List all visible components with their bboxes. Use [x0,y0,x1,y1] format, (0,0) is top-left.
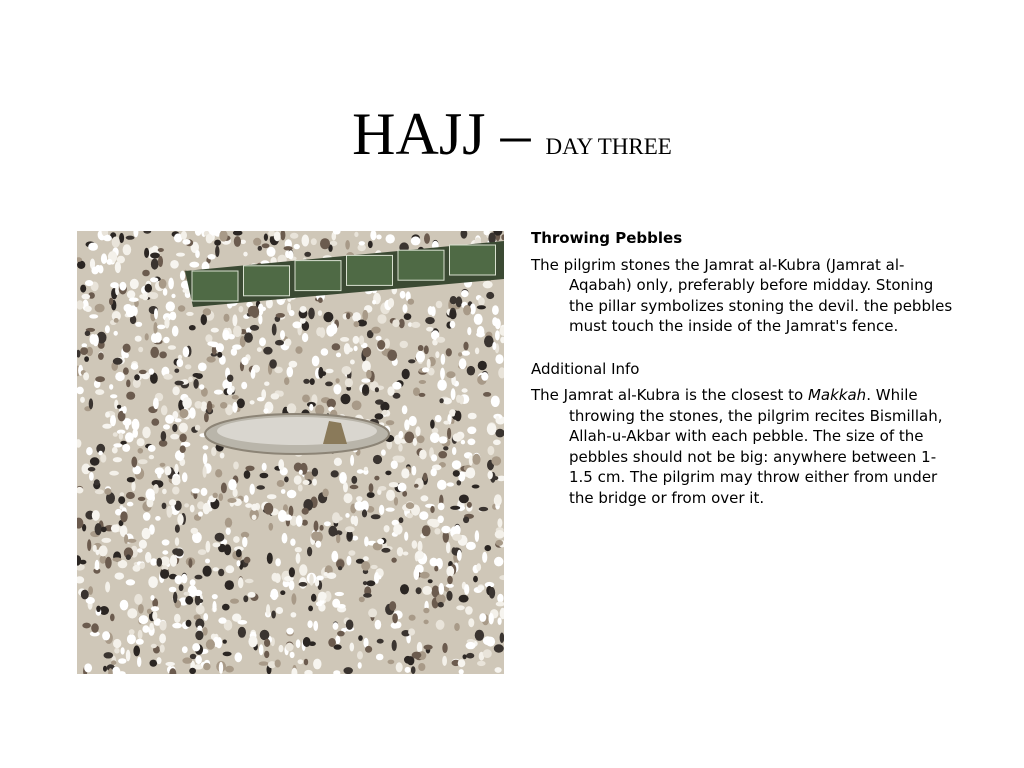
banner-sign [295,261,341,291]
makkah-emphasis: Makkah [807,386,867,404]
banner-sign [192,271,238,301]
banner-sign [398,250,444,280]
banner-sign [450,245,496,275]
paragraph-throwing-pebbles: The pilgrim stones the Jamrat al-Kubra (Jamrat al-Aqabah) only, preferably before midday. Stoning the pillar symbolizes stoning the devil. the pebbles must touch the inside of the Jamrat's fence. [531,255,953,335]
section-heading-additional-info: Additional Info [531,359,640,378]
section-heading-throwing-pebbles: Throwing Pebbles [531,229,683,247]
crowd-photo [77,231,504,674]
paragraph-additional-info-before: The Jamrat al-Kubra is the closest to [531,386,808,404]
paragraph-additional-info [531,385,956,508]
slide-title [0,98,1024,170]
banner-sign [244,266,290,296]
title-sub: DAY THREE [545,134,672,159]
title-main: HAJJ – [352,101,546,167]
text-column [531,228,956,508]
banner-sign [347,255,393,285]
pillar-enclosure-floor [217,417,377,445]
crowd-photo-image [77,231,504,674]
paragraph-additional-info-after: . While throwing the stones, the pilgrim recites Bismillah, Allah-u-Akbar with each pebble. The size of the pebbles should not be big: anywhere between 1-1.5 cm. The pilgrim may throw either from under the bridge or from over it. [569,386,943,507]
